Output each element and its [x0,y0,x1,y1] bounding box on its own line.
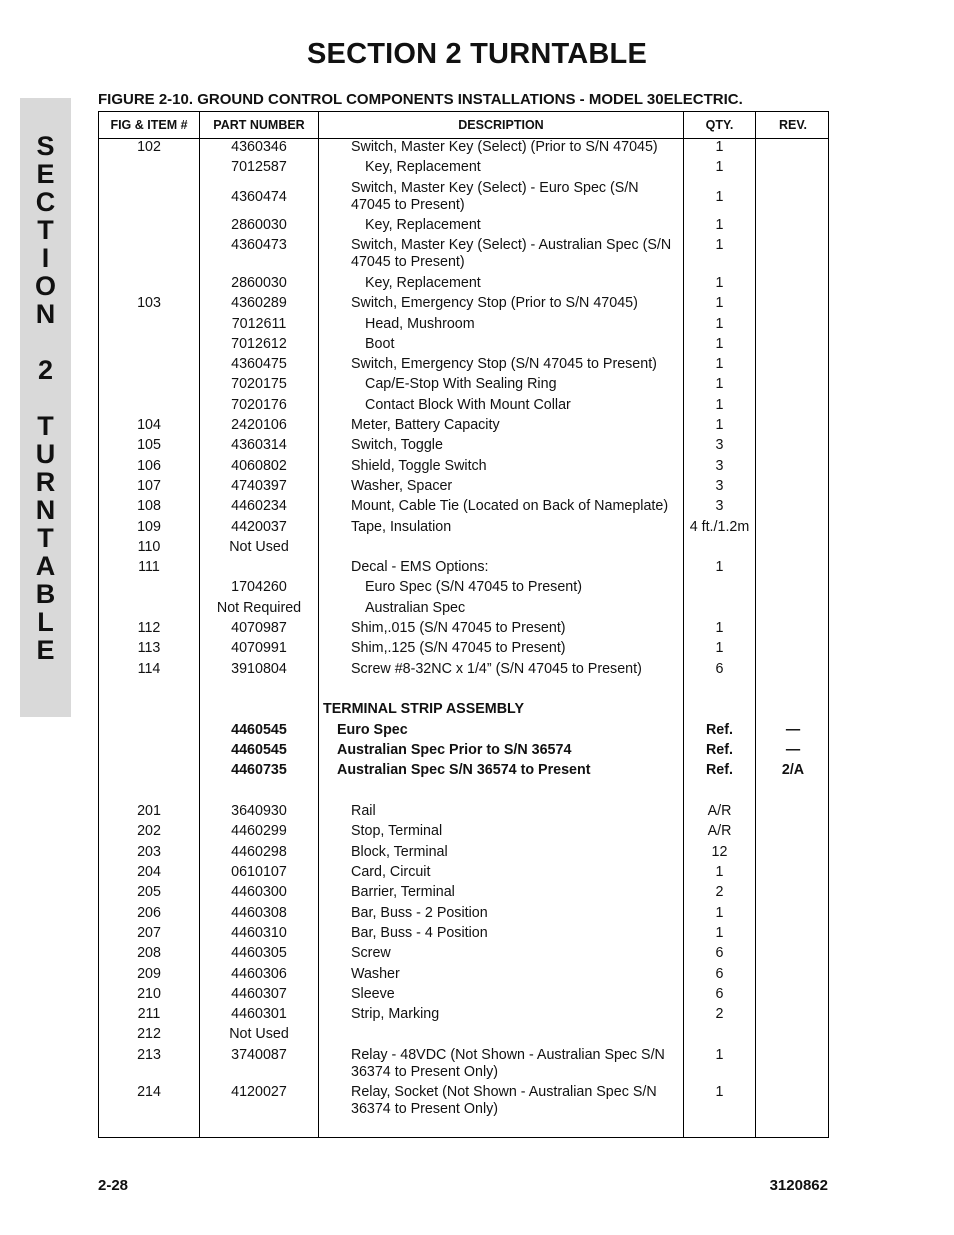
qty-cell: 3 [715,457,724,474]
qty-cell: 1 [715,217,724,234]
qty-cell: 6 [715,660,724,677]
description-cell: Washer [351,965,400,982]
description-cell: Screw [351,945,391,962]
description-cell: Barrier, Terminal [351,884,455,901]
part-number-cell: 4060802 [231,457,287,474]
side-tab-letter: E [36,159,55,189]
table-row [99,295,830,315]
part-number-cell: 4360289 [231,295,287,312]
item-number-cell: 110 [137,538,161,555]
table-row [99,356,830,376]
side-tab-letter: A [35,551,56,581]
side-tab-letter: U [35,439,56,469]
description-cell: Washer, Spacer [351,477,453,494]
side-tab-letter: T [37,523,54,553]
item-number-cell: 208 [137,945,161,962]
table-row [99,559,830,579]
qty-cell: 1 [715,640,724,657]
header-qty: QTY. [705,118,734,132]
rev-cell: — [785,721,801,738]
part-number-cell: 4360474 [231,188,287,205]
description-cell: Australian Spec [365,599,466,616]
table-row [99,823,830,843]
item-number-cell: 113 [137,640,161,657]
description-cell: Switch, Emergency Stop (S/N 47045 to Present) [351,356,657,373]
qty-cell: Ref. [705,721,733,738]
part-number-cell: Not Required [216,599,302,616]
description-cell: Decal - EMS Options: [351,559,489,576]
description-cell: Relay, Socket (Not Shown - Australian Spec S/N 36374 to Present Only) [351,1084,657,1118]
part-number-cell: 4460306 [231,965,287,982]
part-number-cell: 7012611 [231,315,287,332]
qty-cell: 12 [711,843,728,860]
item-number-cell: 111 [138,559,160,576]
item-number-cell: 109 [137,518,161,535]
description-cell: Head, Mushroom [365,315,475,332]
side-tab-letter: C [35,187,56,217]
description-cell: Bar, Buss - 2 Position [351,904,488,921]
part-number-cell: 4460234 [231,498,287,515]
table-row [99,519,830,539]
qty-cell: 4 ft./1.2m [689,518,750,535]
part-number-cell: 4360475 [231,356,287,373]
description-cell: Cap/E-Stop With Sealing Ring [365,376,557,393]
part-number-cell: 7020175 [231,376,287,393]
part-number-cell: 4460310 [231,924,287,941]
item-number-cell: 201 [137,803,161,820]
description-cell: Screw #8-32NC x 1/4” (S/N 47045 to Present) [351,660,642,677]
header-part-number: PART NUMBER [213,118,305,132]
item-number-cell: 114 [137,660,161,677]
side-tab-letter: E [36,635,55,665]
table-row [99,336,830,356]
part-number-cell: 4070991 [231,640,287,657]
part-number-cell: 4460735 [231,762,287,779]
side-tab-letter: S [36,131,55,161]
description-cell: Key, Replacement [365,159,481,176]
qty-cell: A/R [707,823,732,840]
table-row [99,864,830,884]
qty-cell: 1 [715,188,724,205]
side-tab-letter: N [35,495,56,525]
table-row [99,498,830,518]
part-number-cell: 4460301 [231,1006,287,1023]
part-number-cell: 7012612 [231,335,287,352]
qty-cell: 3 [715,477,724,494]
item-number-cell: 206 [137,904,161,921]
part-number-cell: 7020176 [231,396,287,413]
description-cell: Mount, Cable Tie (Located on Back of Nameplate) [351,498,669,515]
part-number-cell: 4460299 [231,823,287,840]
part-number-cell: 3910804 [231,660,287,677]
part-number-cell: 2860030 [231,217,287,234]
table-row [99,905,830,925]
part-number-cell: 1704260 [231,579,287,596]
table-row [99,417,830,437]
table-row [99,722,830,742]
table-row [99,966,830,986]
qty-cell: 1 [715,559,724,576]
description-cell: Relay - 48VDC (Not Shown - Australian Spec S/N 36374 to Present Only) [351,1046,665,1080]
table-row [99,925,830,945]
description-cell: Boot [365,335,395,352]
part-number-cell: 4460307 [231,985,287,1002]
part-number-cell: 4460298 [231,843,287,860]
side-tab-letter: L [37,607,54,637]
table-row [99,237,830,275]
page-number: 2-28 [98,1177,129,1194]
table-row [99,217,830,237]
side-tab-letter: T [37,411,54,441]
table-row [99,316,830,336]
side-tab-letter: O [34,271,56,301]
table-row [99,844,830,864]
qty-cell: Ref. [705,742,733,758]
rev-cell: 2/A [781,762,805,779]
qty-cell: 1 [715,864,724,880]
description-cell: Switch, Master Key (Select) (Prior to S/N 47045) [351,139,658,155]
table-row [99,376,830,396]
item-number-cell: 210 [137,985,161,1002]
part-number-cell: 4360473 [231,237,287,254]
description-cell: Stop, Terminal [351,823,443,840]
table-row [99,139,830,159]
table-row [99,701,830,721]
qty-cell: 1 [715,356,724,373]
part-number-cell: 4420037 [231,518,287,535]
table-row [99,1026,830,1046]
table-row [99,397,830,417]
qty-cell: 1 [715,295,724,312]
parts-table [98,111,829,1138]
description-cell: TERMINAL STRIP ASSEMBLY [323,701,524,718]
description-cell: Rail [351,803,376,820]
description-cell: Card, Circuit [351,864,431,880]
item-number-cell: 102 [137,139,161,155]
item-number-cell: 205 [137,884,161,901]
figure-title: FIGURE 2-10. GROUND CONTROL COMPONENTS INSTALLATIONS - MODEL 30ELECTRIC. [98,91,743,108]
part-number-cell: 0610107 [231,864,287,880]
table-row [99,762,830,782]
table-row [99,1047,830,1085]
description-cell: Block, Terminal [351,843,448,860]
side-tab-letter: I [41,243,50,273]
description-cell: Switch, Emergency Stop (Prior to S/N 47045) [351,295,638,312]
table-row [99,1084,830,1122]
item-number-cell: 214 [137,1084,161,1101]
table-row [99,803,830,823]
qty-cell: 6 [715,965,724,982]
qty-cell: Ref. [705,762,733,779]
qty-cell: 2 [715,884,724,901]
qty-cell: 1 [715,237,724,254]
table-row [99,945,830,965]
qty-cell: 1 [715,315,724,332]
qty-cell: 1 [715,1084,724,1101]
part-number-cell: 2860030 [231,274,287,291]
table-row [99,579,830,599]
item-number-cell: 107 [137,477,161,494]
item-number-cell: 108 [137,498,161,515]
part-number-cell: 4360346 [231,139,287,155]
part-number-cell: 7012587 [231,159,287,176]
table-row [99,275,830,295]
item-number-cell: 203 [137,843,161,860]
description-cell: Strip, Marking [351,1006,440,1023]
part-number-cell: 4460305 [231,945,287,962]
table-row [99,478,830,498]
description-cell: Euro Spec [337,721,408,738]
qty-cell: 2 [715,1006,724,1023]
qty-cell: 6 [715,945,724,962]
part-number-cell: 3640930 [231,803,287,820]
qty-cell: 1 [715,396,724,413]
qty-cell: 1 [715,1046,724,1063]
part-number-cell: 4360314 [231,437,287,454]
part-number-cell: 3740087 [231,1046,287,1063]
part-number-cell: 2420106 [231,417,287,433]
table-row [99,180,830,218]
part-number-cell: 4460308 [231,904,287,921]
description-cell: Switch, Toggle [351,437,443,454]
table-row [99,458,830,478]
part-number-cell: Not Used [229,1026,289,1043]
item-number-cell: 212 [137,1026,161,1043]
side-tab-letter: R [35,467,56,497]
item-number-cell: 103 [137,295,161,312]
rev-cell: — [785,742,801,758]
side-tab-letter: N [35,299,56,329]
description-cell: Shield, Toggle Switch [351,457,487,474]
qty-cell: 1 [715,335,724,352]
part-number-cell: 4070987 [231,620,287,636]
description-cell: Switch, Master Key (Select) - Euro Spec (S/N 47045 to Present) [351,179,639,213]
description-cell: Shim,.015 (S/N 47045 to Present) [351,620,566,636]
qty-cell: 1 [715,139,724,155]
qty-cell: 1 [715,376,724,393]
qty-cell: 1 [715,620,724,636]
table-row [99,986,830,1006]
item-number-cell: 209 [137,965,161,982]
section-side-tab [20,98,71,717]
description-cell: Australian Spec S/N 36574 to Present [337,762,591,779]
description-cell: Shim,.125 (S/N 47045 to Present) [351,640,566,657]
qty-cell: 1 [715,159,724,176]
header-item: FIG & ITEM # [110,118,188,132]
part-number-cell: Not Used [229,538,289,555]
description-cell: Meter, Battery Capacity [351,417,500,433]
description-cell: Key, Replacement [365,274,481,291]
part-number-cell: 4120027 [231,1084,287,1101]
item-number-cell: 207 [137,924,161,941]
qty-cell: 3 [715,437,724,454]
qty-cell: A/R [707,803,732,820]
description-cell: Tape, Insulation [351,518,452,535]
header-rev: REV. [778,118,808,132]
item-number-cell: 112 [137,620,161,636]
part-number-cell: 4740397 [231,477,287,494]
table-row [99,620,830,640]
description-cell: Contact Block With Mount Collar [365,396,571,413]
table-row [99,437,830,457]
part-number-cell: 4460545 [231,721,287,738]
description-cell: Key, Replacement [365,217,481,234]
table-row [99,661,830,681]
qty-cell: 1 [715,904,724,921]
section-title: SECTION 2 TURNTABLE [307,38,647,70]
table-row [99,640,830,660]
side-tab-letter: 2 [37,355,54,385]
qty-cell: 6 [715,985,724,1002]
qty-cell: 1 [715,274,724,291]
item-number-cell: 106 [137,457,161,474]
item-number-cell: 202 [137,823,161,840]
side-tab-letter: T [37,215,54,245]
table-row [99,1006,830,1026]
item-number-cell: 204 [137,864,161,880]
table-row [99,600,830,620]
document-number: 3120862 [769,1177,828,1194]
item-number-cell: 104 [137,417,161,433]
description-cell: Euro Spec (S/N 47045 to Present) [365,579,582,596]
part-number-cell: 4460545 [231,742,287,758]
description-cell: Sleeve [351,985,395,1002]
side-tab-letter: B [35,579,56,609]
table-row [99,159,830,179]
description-cell: Switch, Master Key (Select) - Australian Spec (S/N 47045 to Present) [351,237,672,271]
table-row [99,884,830,904]
qty-cell: 1 [715,417,724,433]
table-row [99,539,830,559]
description-cell: Bar, Buss - 4 Position [351,924,488,941]
item-number-cell: 211 [137,1006,161,1023]
table-row [99,742,830,762]
qty-cell: 1 [715,924,724,941]
header-description: DESCRIPTION [458,118,544,132]
description-cell: Australian Spec Prior to S/N 36574 [337,742,572,758]
qty-cell: 3 [715,498,724,515]
item-number-cell: 105 [137,437,161,454]
part-number-cell: 4460300 [231,884,287,901]
item-number-cell: 213 [137,1046,161,1063]
